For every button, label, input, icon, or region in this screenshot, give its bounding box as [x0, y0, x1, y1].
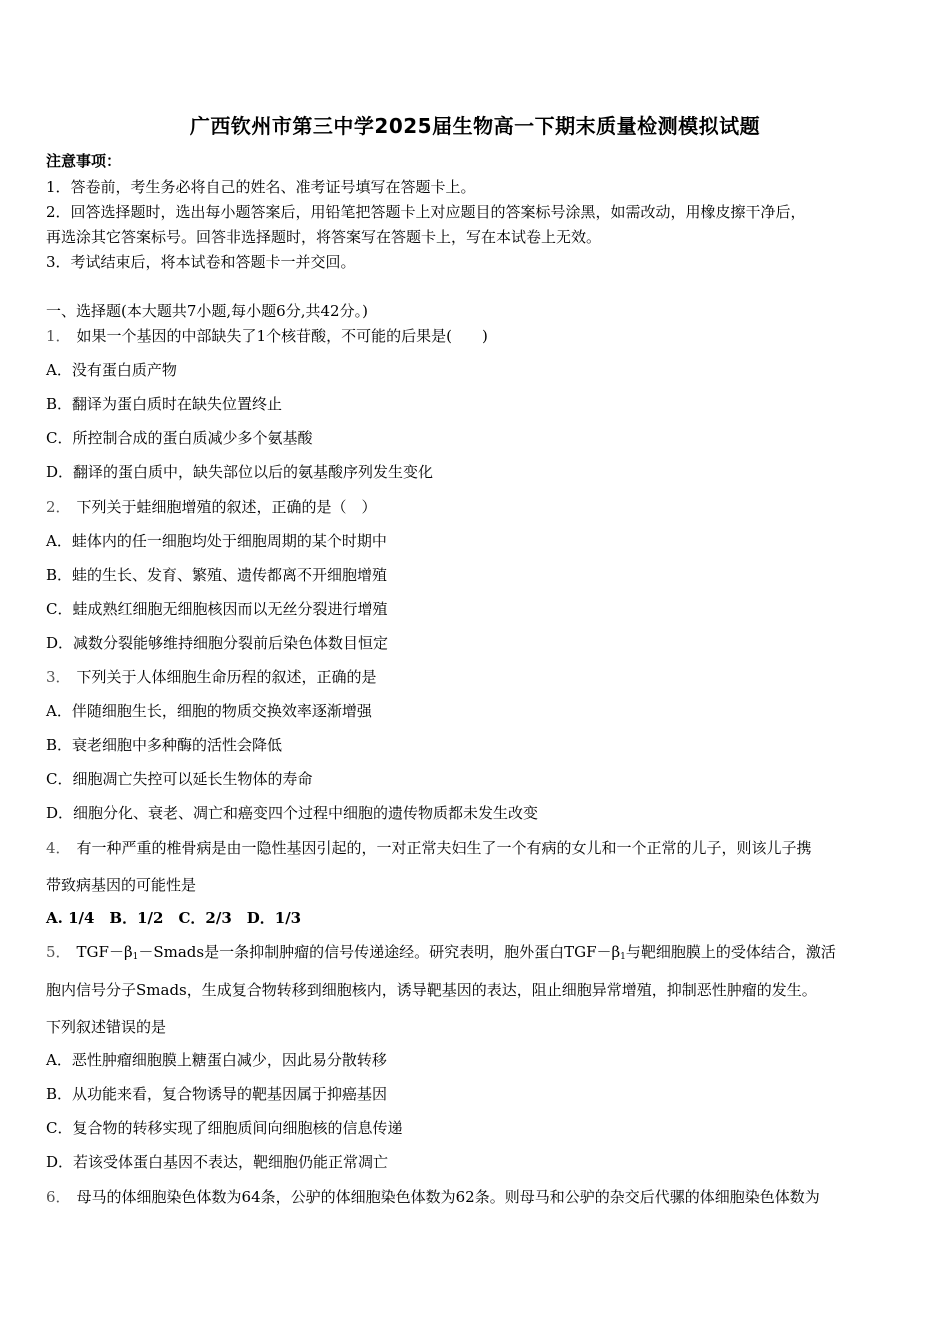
option: B．衰老细胞中多种酶的活性会降低 — [46, 736, 283, 754]
notice-item: 2．回答选择题时，选出每小题答案后，用铅笔把答题卡上对应题目的答案标号涂黑，如需改动，用橡皮擦干净后， — [46, 203, 806, 221]
option: A．蛙体内的任一细胞均处于细胞周期的某个时期中 — [46, 532, 387, 550]
section-heading: 一、选择题(本大题共7小题,每小题6分,共42分。) — [46, 302, 368, 320]
option: B．从功能来看，复合物诱导的靶基因属于抑癌基因 — [46, 1085, 388, 1103]
option: C．所控制合成的蛋白质减少多个氨基酸 — [46, 429, 313, 447]
notice-item: 3．考试结束后，将本试卷和答题卡一并交回。 — [46, 253, 356, 271]
question-text: 母马的体细胞染色体数为64条，公驴的体细胞染色体数为62条。则母马和公驴的杂交后代骡的体细胞染色体数为 — [76, 1188, 820, 1206]
question-text: TGF－β — [76, 943, 133, 961]
option: A．恶性肿瘤细胞膜上糖蛋白减少，因此易分散转移 — [46, 1051, 387, 1069]
question-number: 1． — [46, 327, 71, 345]
question-text: 有一种严重的椎骨病是由一隐性基因引起的，一对正常夫妇生了一个有病的女儿和一个正常的儿子，则该儿子携 — [76, 839, 812, 857]
question-number: 5． — [46, 943, 71, 961]
option: A．没有蛋白质产物 — [46, 361, 177, 379]
option: A．伴随细胞生长，细胞的物质交换效率逐渐增强 — [46, 702, 372, 720]
question-text: 下列关于人体细胞生命历程的叙述，正确的是 — [76, 668, 377, 686]
option: C．细胞凋亡失控可以延长生物体的寿命 — [46, 770, 313, 788]
option: D．减数分裂能够维持细胞分裂前后染色体数目恒定 — [46, 634, 389, 652]
question-stem — [46, 667, 377, 687]
question-text-continued: 下列叙述错误的是 — [46, 1018, 167, 1036]
question-stem — [46, 497, 377, 517]
question-number: 6． — [46, 1188, 71, 1206]
question-stem — [46, 942, 836, 967]
notice-item: 1．答卷前，考生务必将自己的姓名、准考证号填写在答题卡上。 — [46, 178, 476, 196]
question-number: 4． — [46, 839, 71, 857]
question-stem — [46, 326, 488, 346]
option: B．翻译为蛋白质时在缺失位置终止 — [46, 395, 283, 413]
question-stem — [46, 1187, 820, 1207]
question-number: 3． — [46, 668, 71, 686]
question-text-continued: 带致病基因的可能性是 — [46, 876, 197, 894]
question-text: 如果一个基因的中部缺失了1个核苷酸，不可能的后果是( ) — [76, 327, 488, 345]
option: D．若该受体蛋白基因不表达，靶细胞仍能正常凋亡 — [46, 1153, 389, 1171]
subscript: 1 — [132, 952, 139, 962]
question-text-continued: 胞内信号分子Smads，生成复合物转移到细胞核内，诱导靶基因的表达，阻止细胞异常增殖，抑制恶性肿瘤的发生。 — [46, 981, 817, 999]
option: C．蛙成熟红细胞无细胞核因而以无丝分裂进行增殖 — [46, 600, 388, 618]
option: D．细胞分化、衰老、凋亡和癌变四个过程中细胞的遗传物质都未发生改变 — [46, 804, 539, 822]
inline-options: A. 1/4 B．1/2 C．2/3 D．1/3 — [46, 909, 302, 927]
subscript: 1 — [620, 952, 626, 962]
question-stem — [46, 838, 812, 858]
option: B．蛙的生长、发育、繁殖、遗传都离不开细胞增殖 — [46, 566, 388, 584]
notice-heading: 注意事项： — [46, 152, 122, 170]
question-text: 下列关于蛙细胞增殖的叙述，正确的是（ ） — [76, 498, 377, 516]
notice-item: 再选涂其它答案标号。回答非选择题时，将答案写在答题卡上，写在本试卷上无效。 — [46, 228, 602, 246]
question-text: －Smads是一条抑制肿瘤的信号传递途经。研究表明，胞外蛋白TGF－β — [138, 943, 621, 961]
question-text: 与靶细胞膜上的受体结合，激活 — [625, 943, 836, 961]
option: C．复合物的转移实现了细胞质间向细胞核的信息传递 — [46, 1119, 403, 1137]
page-title: 广西钦州市第三中学2025届生物高一下期末质量检测模拟试题 — [189, 114, 761, 138]
question-number: 2． — [46, 498, 71, 516]
option: D．翻译的蛋白质中，缺失部位以后的氨基酸序列发生变化 — [46, 463, 434, 481]
